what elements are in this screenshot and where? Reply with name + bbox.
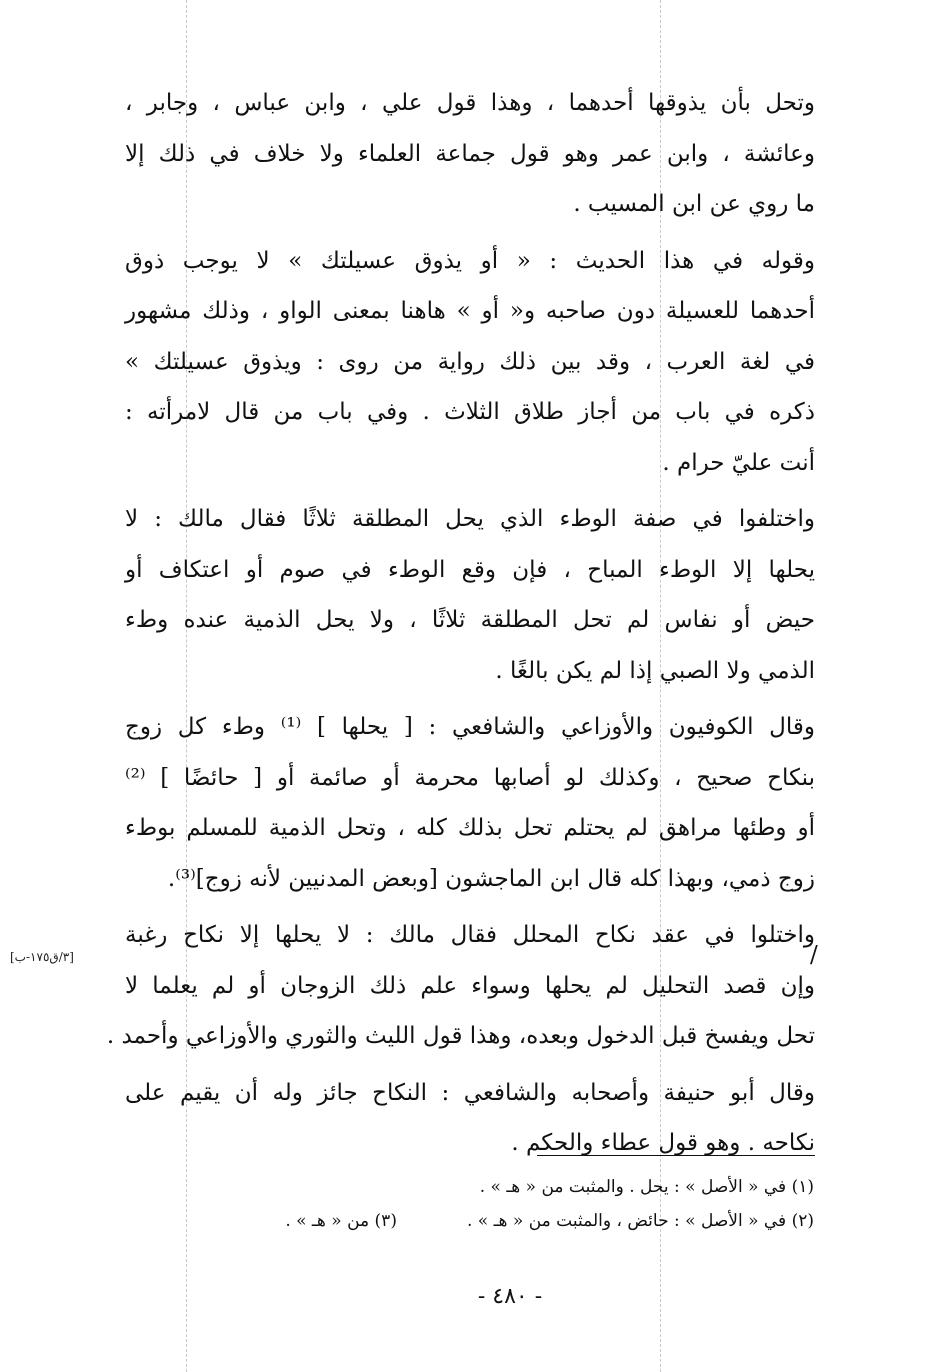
- paragraph: [106, 910, 815, 1062]
- text-line: أحدهما للعسيلة دون صاحبه و« أو » هاهنا بمعنى الواو ، وذلك مشهور: [125, 298, 815, 324]
- text-line: وتحل بأن يذوقها أحدهما ، وهذا قول علي ، وابن عباس ، وجابر ،: [125, 90, 815, 116]
- text-line: يحلها إلا الوطء المباح ، فإن وقع الوطء في صوم أو اعتكاف أو: [125, 556, 815, 583]
- text-line: ما روي عن ابن المسيب .: [573, 191, 815, 217]
- page-number: - ٤٨٠ -: [477, 1284, 543, 1309]
- footnote-2: (٢) في « الأصل » : حائض ، والمثبت من « هـ » .: [466, 1211, 814, 1231]
- text-line: الذمي ولا الصبي إذا لم يكن بالغًا .: [495, 657, 815, 684]
- footnotes: [124, 1170, 814, 1238]
- text-line: أنت عليّ حرام .: [662, 449, 815, 476]
- paragraph: [125, 78, 815, 230]
- text-line: بنكاح صحيح ، وكذلك لو أصابها محرمة أو صائمة أو [ حائضًا ] ⁽²⁾: [125, 764, 815, 791]
- text-line: واختلوا في عقد نكاح المحلل فقال مالك : لا يحلها إلا نكاح رغبة: [125, 922, 815, 948]
- text-line: أو وطئها مراهق لم يحتلم تحل بذلك كله ، وتحل الذمية للمسلم بوطء: [125, 815, 815, 841]
- text-line: واختلفوا في صفة الوطء الذي يحل المطلقة ثلاثًا فقال مالك : لا: [125, 506, 815, 532]
- text-line: وقال الكوفيون والأوزاعي والشافعي : [ يحلها ] ⁽¹⁾ وطء كل زوج: [125, 714, 816, 740]
- text-line: وقوله في هذا الحديث : « أو يذوق عسيلتك » لا يوجب ذوق: [125, 247, 815, 274]
- text-line: نكاحه . وهو قول عطاء والحكم .: [511, 1130, 815, 1156]
- paragraph: [125, 494, 815, 696]
- footnote-3: (٣) من « هـ » .: [285, 1211, 397, 1231]
- footnote-divider: [537, 1155, 815, 1156]
- footnote-1: (١) في « الأصل » : يحل . والمثبت من « هـ » .: [479, 1177, 814, 1197]
- text-line: وقال أبو حنيفة وأصحابه والشافعي : النكاح جائز وله أن يقيم على: [125, 1079, 815, 1106]
- margin-folio-note: [٣/ق١٧٥-ب]: [10, 950, 74, 964]
- paragraph: [125, 1068, 815, 1169]
- text-line: حيض أو نفاس لم تحل المطلقة ثلاثًا ، ولا يحل الذمية عنده وطء: [125, 607, 815, 633]
- text-line: زوج ذمي، وبهذا كله قال ابن الماجشون [وبعض المدنيين لأنه زوج]⁽³⁾.: [167, 865, 815, 892]
- text-line: ذكره في باب من أجاز طلاق الثلاث . وفي باب من قال لامرأته :: [125, 399, 815, 425]
- text-line: في لغة العرب ، وقد بين ذلك رواية من روى : ويذوق عسيلتك »: [125, 348, 815, 375]
- main-text: [106, 78, 816, 1175]
- text-line: وإن قصد التحليل لم يحلها وسواء علم ذلك الزوجان أو لم يعلما لا: [125, 972, 815, 999]
- footnote-row: [124, 1170, 814, 1204]
- paragraph: [125, 702, 815, 904]
- text-line: وعائشة ، وابن عمر وهو قول جماعة العلماء ولا خلاف في ذلك إلا: [125, 140, 815, 167]
- footnote-row: [124, 1204, 814, 1238]
- paragraph: [125, 236, 815, 489]
- folio-slash-mark: /: [810, 942, 818, 968]
- text-line: تحل ويفسخ قبل الدخول وبعده، وهذا قول الليث والثوري والأوزاعي وأحمد .: [106, 1023, 815, 1049]
